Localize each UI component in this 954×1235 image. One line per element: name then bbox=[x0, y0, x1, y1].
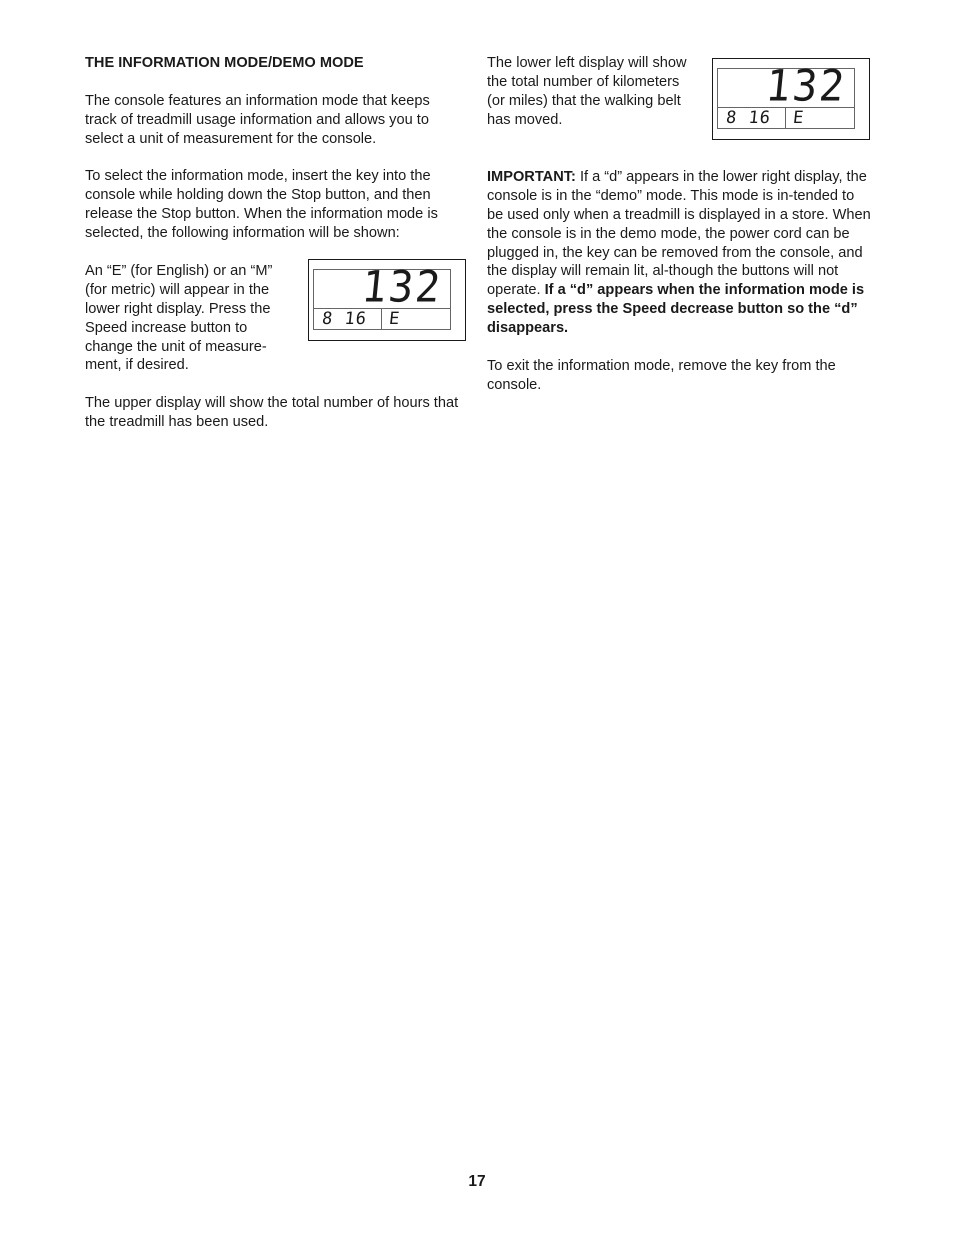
lcd-frame bbox=[313, 261, 451, 330]
lcd-lower-right-display: E bbox=[387, 308, 401, 329]
paragraph-important bbox=[487, 168, 871, 338]
paragraph-distance: The lower left display will show the total number of kilometers (or miles) that the walking belt has moved. bbox=[487, 55, 687, 128]
paragraph-hours: The upper display will show the total number of hours that the treadmill has been used. bbox=[85, 394, 459, 430]
lcd-lower-left-display: 8 16 bbox=[320, 308, 369, 329]
paragraph-select-mode: To select the information mode, insert the key into the console while holding down the Stop button, and then release the Stop button. When the information mode is selected, the following information will be shown: bbox=[85, 168, 438, 242]
page-number: 17 bbox=[468, 1173, 486, 1190]
distance-row bbox=[487, 54, 871, 149]
paragraph-exit: To exit the information mode, remove the key from the console. bbox=[487, 357, 836, 393]
lcd-divider bbox=[785, 108, 786, 128]
console-display-illustration bbox=[308, 259, 466, 341]
lcd-lower-row bbox=[718, 107, 854, 128]
lcd-frame bbox=[717, 60, 855, 129]
lcd-upper-display: 132 bbox=[763, 60, 849, 112]
paragraph-intro: The console features an information mode that keeps track of treadmill usage information and allows you to select a unit of measurement for the console. bbox=[85, 92, 430, 147]
left-column bbox=[85, 54, 465, 451]
right-column bbox=[487, 54, 871, 414]
paragraph-unit: An “E” (for English) or an “M” (for metric) will appear in the lower right display. Press the Speed increase button to change the unit of measure-ment, if desired. bbox=[85, 262, 273, 374]
lcd-lower-row bbox=[314, 308, 450, 329]
lcd-upper-display: 132 bbox=[359, 261, 445, 313]
lcd-divider bbox=[381, 309, 382, 329]
lcd-lower-left-display: 8 16 bbox=[724, 108, 773, 128]
lcd-lower-right-display: E bbox=[791, 108, 805, 128]
important-bold-text: If a “d” appears when the information mode is selected, press the Speed decrease button so the “d” disappears. bbox=[487, 282, 865, 337]
console-display-illustration bbox=[712, 58, 870, 140]
important-label: IMPORTANT: bbox=[487, 168, 576, 185]
unit-row bbox=[85, 262, 465, 375]
section-heading: THE INFORMATION MODE/DEMO MODE bbox=[85, 55, 364, 71]
important-text: If a “d” appears in the lower right display, the console is in the “demo” mode. This mode is in-tended to be used only when a treadmill is displayed in a store. When the console is in the demo mode, the power cord can be plugged in, the key can be removed from the console, and the display will remain lit, al-though the buttons will not operate. bbox=[487, 168, 871, 299]
